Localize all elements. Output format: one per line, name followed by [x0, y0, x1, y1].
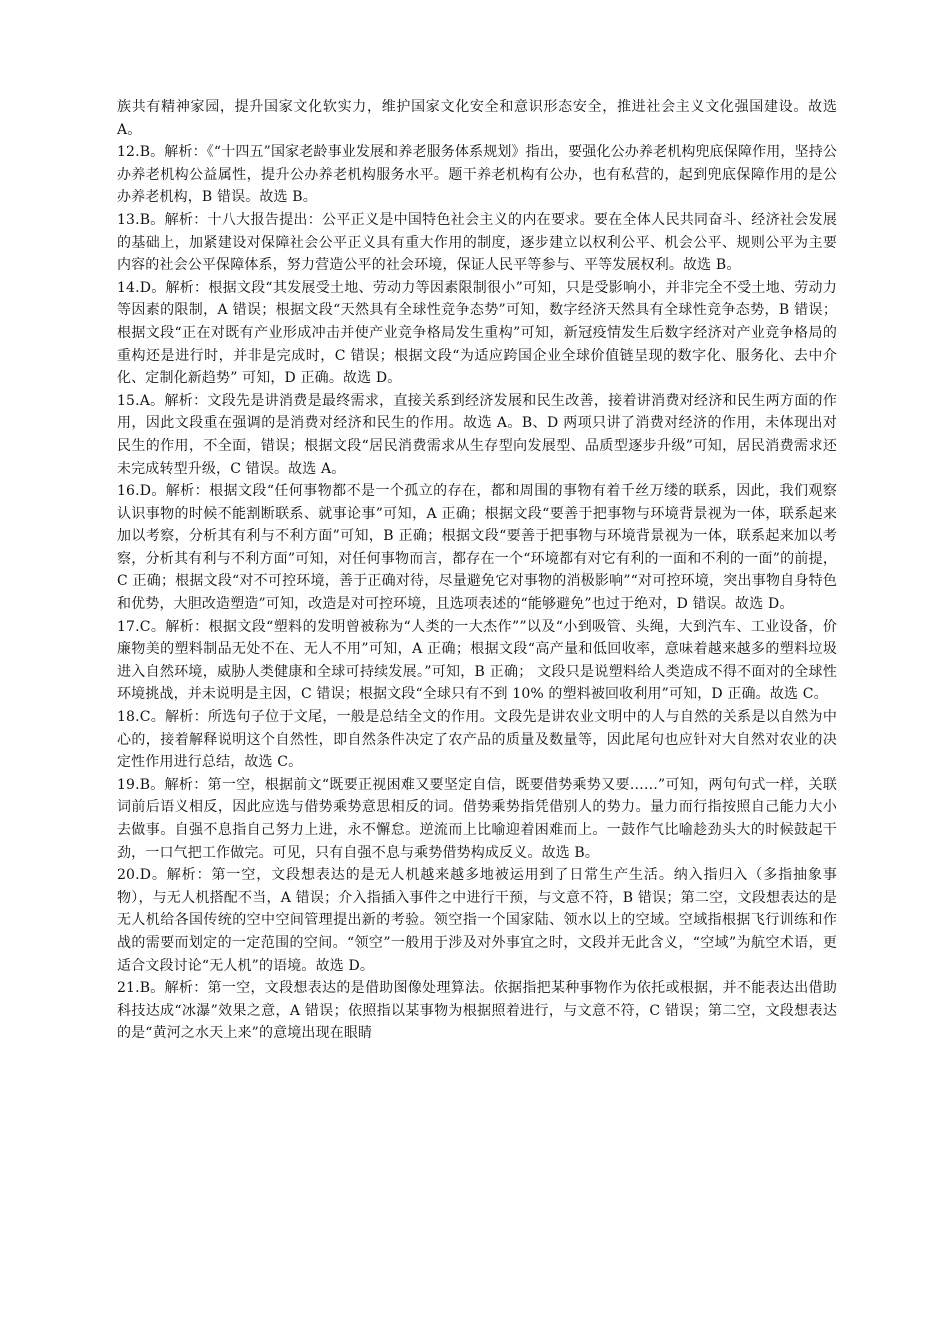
answer-15: 15.A。解析：文段先是讲消费是最终需求，直接关系到经济发展和民生改善，接着讲消费对经济和民生两方面的作用，因此文段重在强调的是消费对经济和民生的作用。故选 A。B、D 两项只讲了消费对经济的作用，未体现出对民生的作用，不全面，错误；根据文段“居民消费需求从生存型向发展型、品质型逐步升级”可知，居民消费需求还未完成转型升级，C 错误。故选 A。 — [117, 392, 837, 477]
answer-14: 14.D。解析：根据文段“其发展受土地、劳动力等因素限制很小”可知，只是受影响小，并非完全不受土地、劳动力等因素的限制，A 错误；根据文段“天然具有全球性竞争态势”可知，数字经济天然具有全球性竞争态势，B 错误；根据文段“正在对既有产业形成冲击并使产业竞争格局发生重构”可知，新冠疫情发生后数字经济对产业竞争格局的重构还是进行时，并非是完成时，C 错误；根据文段“为适应跨国企业全球价值链呈现的数字化、服务化、去中介化、定制化新趋势” 可知，D 正确。故选 D。 — [117, 279, 837, 387]
answer-16: 16.D。解析：根据文段“任何事物都不是一个孤立的存在，都和周围的事物有着千丝万缕的联系，因此，我们观察认识事物的时候不能割断联系、就事论事”可知，A 正确；根据文段“要善于把事物与环境背景视为一体，联系起来加以考察，分析其有利与不利方面”可知，B 正确；根据文段“要善于把事物与环境背景视为一体，联系起来加以考察，分析其有利与不利方面”可知，对任何事物而言，都存在一个“环境都有对它有利的一面和不利的一面”的前提，C 正确；根据文段“对不可控环境，善于正确对待，尽量避免它对事物的消极影响”“对可控环境，突出事物自身特色和优势，大胆改造塑造”可知，改造是对可控环境，且选项表述的“能够避免”也过于绝对，D 错误。故选 D。 — [117, 483, 837, 613]
answer-19: 19.B。解析：第一空，根据前文“既要正视困难又要坚定自信，既要借势乘势又要……”可知，两句句式一样，关联词前后语义相反，因此应选与借势乘势意思相反的词。借势乘势指凭借别人的势力。量力而行指按照自己能力大小去做事。自强不息指自己努力上进，永不懈怠。逆流而上比喻迎着困难而上。一鼓作气比喻趁劲头大的时候鼓起干劲，一口气把工作做完。可见，只有自强不息与乘势借势构成反义。故选 B。 — [117, 776, 837, 861]
answer-explanations — [117, 96, 837, 1045]
answer-13: 13.B。解析：十八大报告提出：公平正义是中国特色社会主义的内在要求。要在全体人民共同奋斗、经济社会发展的基础上，加紧建设对保障社会公平正义具有重大作用的制度，逐步建立以权利公平、机会公平、规则公平为主要内容的社会公平保障体系，努力营造公平的社会环境，保证人民平等参与、平等发展权利。故选 B。 — [117, 211, 837, 274]
answer-20: 20.D。解析：第一空，文段想表达的是无人机越来越多地被运用到了日常生产生活。纳入指归入（多指抽象事物），与无人机搭配不当，A 错误；介入指插入事件之中进行干预，与文意不符，B 错误；第二空，文段想表达的是无人机给各国传统的空中空间管理提出新的考验。领空指一个国家陆、领水以上的空域。空域指根据飞行训练和作战的需要而划定的一定范围的空间。“领空”一般用于涉及对外事宜之时，文段并无此含义，“空域”为航空术语，更适合文段讨论“无人机”的语境。故选 D。 — [117, 867, 837, 974]
answer-12: 12.B。解析：《“十四五”国家老龄事业发展和养老服务体系规划》指出，要强化公办养老机构兜底保障作用，坚持公办养老机构公益属性，提升公办养老机构服务水平。题干养老机构有公办，也有私营的，起到兜底保障作用的是公办养老机构，B 错误。故选 B。 — [117, 144, 837, 206]
answer-18: 18.C。解析：所选句子位于文尾，一般是总结全文的作用。文段先是讲农业文明中的人与自然的关系是以自然为中心的，接着解释说明这个自然性，即自然条件决定了农产品的质量及数量等，因此尾句也应针对大自然对农业的决定性作用进行总结，故选 C。 — [117, 709, 837, 771]
paragraph-continuation: 族共有精神家园，提升国家文化软实力，维护国家文化安全和意识形态安全，推进社会主义文化强国建设。故选 A。 — [117, 99, 837, 138]
answer-17: 17.C。解析：根据文段“塑料的发明曾被称为“人类的一大杰作””以及“小到吸管、头绳，大到汽车、工业设备，价廉物美的塑料制品无处不在、无人不用”可知，A 正确；根据文段“高产量和低回收率，意味着越来越多的塑料垃圾进入自然环境，威胁人类健康和全球可持续发展。”可知，B 正确； 文段只是说塑料给人类造成不得不面对的全球性环境挑战，并未说明是主因，C 错误；根据文段“全球只有不到 10% 的塑料被回收利用”可知，D 正确。故选 C。 — [117, 618, 837, 703]
answer-21: 21.B。解析：第一空，文段想表达的是借助图像处理算法。依据指把某种事物作为依托或根据，并不能表达出借助科技达成“冰瀑”效果之意，A 错误；依照指以某事物为根据照着进行，与文意不符，C 错误；第二空，文段想表达的是“黄河之水天上来”的意境出现在眼睛 — [117, 980, 837, 1042]
